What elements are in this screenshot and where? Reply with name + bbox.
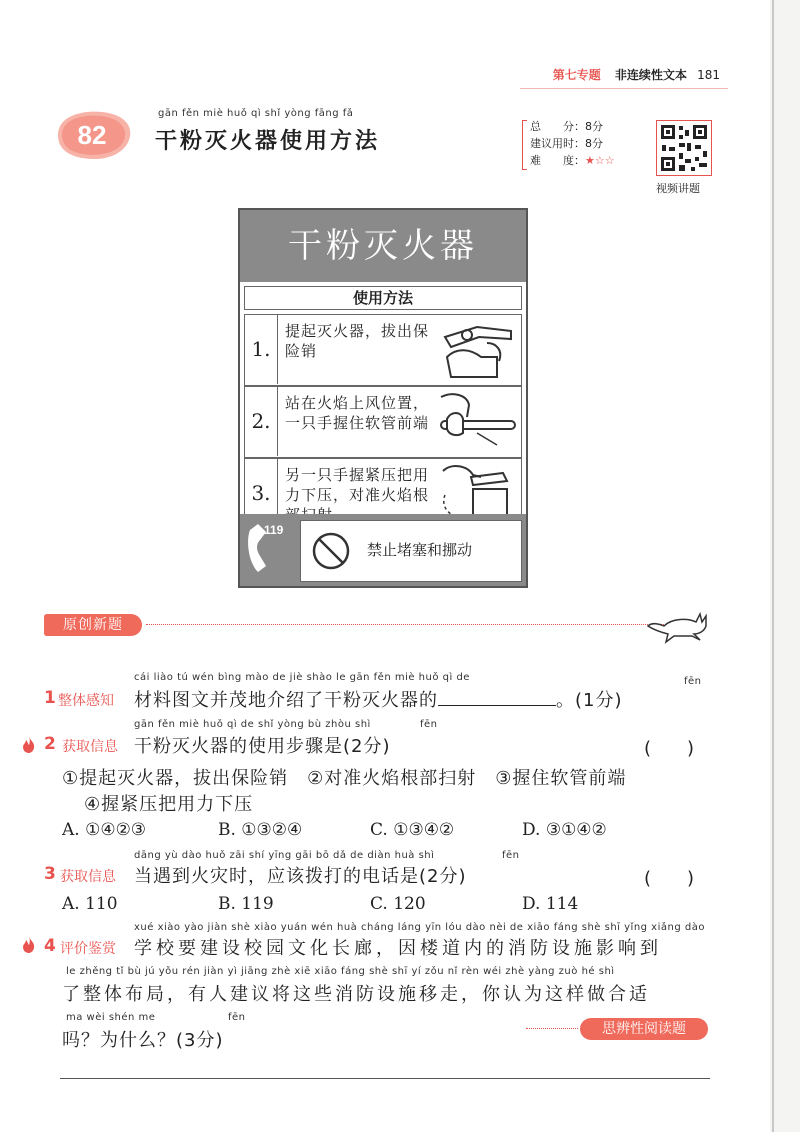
q2-number: 2 [44,734,56,754]
q3-option-a[interactable]: A. 110 [62,894,118,914]
step-row [244,386,522,458]
total-value: 8分 [585,120,603,133]
q1-pinyin-end: fēn [684,676,702,687]
card-footer [240,514,526,586]
step-text: 另一只手握紧压把用力下压，对准火焰根 [285,466,430,504]
q1-tag: 整体感知 [58,693,114,709]
q1-number: 1 [44,688,56,708]
time-label: 建议用时： [530,137,585,150]
step-row [244,314,522,386]
header-divider [520,88,728,89]
q3-number: 3 [44,864,56,884]
difficulty-stars: ★☆☆ [585,154,615,167]
fire-icon [22,736,36,754]
q3-option-b[interactable]: B. 119 [218,894,274,914]
hand-hold-hose-icon [437,389,519,453]
q2-option-a[interactable]: A. ①④②③ [62,820,147,840]
q3-answer-paren[interactable]: ( ) [644,868,695,889]
header-topic: 第七专题 [552,68,601,82]
header-section: 非连续性文本 [614,68,687,82]
q2-option-c[interactable]: C. ①③④② [370,820,455,840]
lesson-title: 干粉灭火器使用方法 [155,129,381,154]
q4-pinyin-line1: xué xiào yào jiàn shè xiào yuán wén huà cháng láng yīn lóu dào nèi de xiāo fáng shè shī yǐng xiǎng dào [134,922,705,933]
q2-answer-paren[interactable]: ( ) [644,738,695,759]
step-number: 3. [245,459,278,528]
q3-option-d[interactable]: D. 114 [522,894,579,914]
q1-text [134,686,623,712]
total-label: 总 分： [530,120,585,133]
q1-tail: 。(1分) [556,690,623,711]
qr-caption: 视频讲题 [656,182,700,195]
step-number: 1. [245,315,278,384]
q3-tag: 获取信息 [60,869,116,885]
card-subtitle: 使用方法 [244,286,522,310]
lesson-number: 82 [77,120,107,150]
q4-line1: 学校要建设校园文化长廊，因楼道内的消防设施影响到 [134,938,662,959]
info-box [530,118,615,169]
q3-pinyin: dāng yù dào huǒ zāi shí yīng gāi bō dǎ de diàn huà shì [134,850,435,861]
q2-option-d[interactable]: D. ③①④② [522,820,607,840]
q2-pinyin-end: fēn [420,719,438,730]
fire-icon [22,936,36,954]
q1-pinyin: cái liào tú wén bìng mào de jiè shào le gān fěn miè huǒ qì de [134,672,470,683]
q3-pinyin-end: fēn [502,850,520,861]
section-banner: 原创新题 [44,614,142,636]
step-number: 2. [245,387,278,456]
q4-pinyin-line3-end: fēn [228,1012,246,1023]
phone-number: 119 [264,523,284,537]
qr-code-icon[interactable] [656,120,712,176]
q2-pinyin: gān fěn miè huǒ qì de shǐ yòng bù zhòu shì [134,719,371,730]
q1-stem: 材料图文并茂地介绍了干粉灭火器的 [134,690,438,711]
q2-text: 干粉灭火器的使用步骤是(2分) [134,736,391,757]
difficulty-label: 难 度： [530,154,585,167]
info-bracket [522,120,527,170]
page-header [553,66,720,83]
answer-line [60,1078,710,1079]
q2-items-line1: ①提起灭火器，拔出保险销 ②对准火焰根部扫射 ③握住软管前端 [62,768,627,789]
pill-divider [526,1028,578,1029]
warning-panel [300,520,522,582]
page-edge [772,0,774,1132]
prohibited-icon [311,531,351,571]
q4-tag: 评价鉴赏 [60,941,116,957]
cat-icon [644,604,714,644]
card-title: 干粉灭火器 [240,210,526,282]
page-number: 181 [697,68,720,82]
title-pinyin: gān fěn miè huǒ qì shǐ yòng fāng fǎ [158,108,354,119]
q1-answer-blank[interactable] [438,689,556,706]
q4-pinyin-line3: ma wèi shén me [66,1012,156,1023]
q4-number: 4 [44,936,56,956]
warning-text: 禁止堵塞和挪动 [367,541,473,559]
q2-items-line2: ④握紧压把用力下压 [84,794,254,815]
lesson-number-badge [52,108,134,162]
step-text: 站在火焰上风位置，一只手握住软管前端 [285,394,430,432]
q2-option-b[interactable]: B. ①③②④ [218,820,303,840]
q2-tag: 获取信息 [62,739,118,755]
hand-pull-pin-icon [437,317,519,381]
step-text: 提起灭火器，拔出保险销 [285,322,430,360]
reading-type-pill: 思辨性阅读题 [580,1018,708,1040]
section-divider [146,624,706,625]
q3-text: 当遇到火灾时，应该拨打的电话是(2分) [134,866,467,887]
extinguisher-card [238,208,528,588]
q4-line2: 了整体布局，有人建议将这些消防设施移走，你认为这样做合适 [62,984,650,1005]
time-value: 8分 [585,137,603,150]
q3-option-c[interactable]: C. 120 [370,894,426,914]
q4-line3: 吗？为什么？(3分) [62,1030,224,1051]
q4-pinyin-line2: le zhěng tǐ bù jú yǒu rén jiàn yì jiāng zhè xiē xiāo fáng shè shī yí zǒu nǐ rèn wéi zhè yàng zuò hé shì [66,966,615,977]
phone-icon [242,520,296,580]
